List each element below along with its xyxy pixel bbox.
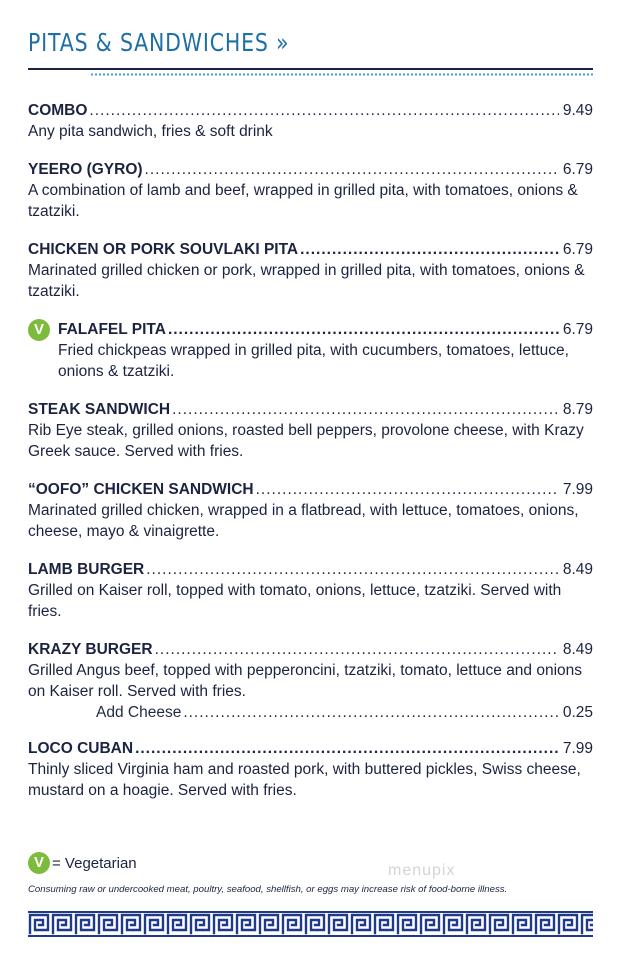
item-price: 8.49 [562,561,593,578]
header-divider [28,68,593,70]
menu-item-combo [28,100,593,142]
item-name: YEERO (GYRO) [28,161,143,178]
menu-item-oofo-chicken-sandwich [28,479,593,542]
legend-text: = Vegetarian [52,854,137,872]
menu-item-souvlaki-pita [28,239,593,302]
item-name: COMBO [28,102,88,119]
item-price: 9.49 [562,102,593,119]
menu-item-steak-sandwich [28,399,593,462]
item-price: 7.99 [562,481,593,498]
item-description: Marinated grilled chicken or pork, wrapped in grilled pita, with tomatoes, onions & tzatziki. [28,262,585,300]
item-description: Grilled on Kaiser roll, topped with tomato, onions, lettuce, tzatziki. Served with fries. [28,582,562,620]
item-name: LAMB BURGER [28,561,145,578]
item-name: FALAFEL PITA [58,321,166,338]
vegetarian-legend [28,852,137,874]
food-safety-disclaimer: Consuming raw or undercooked meat, poultry, seafood, shellfish, or eggs may increase risk of food-borne illness. [28,884,508,895]
item-description: A combination of lamb and beef, wrapped in grilled pita, with tomatoes, onions & tzatziki. [28,182,578,220]
menu-item-krazy-burger [28,639,593,723]
addon-price: 0.25 [562,704,593,721]
watermark: menupix [388,862,456,879]
item-name: CHICKEN OR PORK SOUVLAKI PITA [28,241,299,258]
section-title: PITAS & SANDWICHES » [28,28,290,57]
item-description: Rib Eye steak, grilled onions, roasted bell peppers, provolone cheese, with Krazy Greek sauce. Served with fries. [28,422,584,460]
item-price: 8.79 [562,401,593,418]
item-description: Any pita sandwich, fries & soft drink [28,123,273,140]
item-name: KRAZY BURGER [28,641,153,658]
item-name: STEAK SANDWICH [28,401,171,418]
item-price: 7.99 [562,740,593,757]
item-description: Grilled Angus beef, topped with pepperoncini, tzatziki, tomato, lettuce and onions on Kaiser roll. Served with fries. [28,662,583,700]
menu-list [28,100,593,818]
item-price: 6.79 [562,241,593,258]
item-description: Marinated grilled chicken, wrapped in a flatbread, with lettuce, tomatoes, onions, cheese, mayo & vinaigrette. [28,502,579,540]
item-description: Thinly sliced Virginia ham and roasted pork, with buttered pickles, Swiss cheese, mustard on a hoagie. Served with fries. [28,761,581,799]
item-price: 6.79 [562,321,593,338]
addon-name: Add Cheese [96,704,182,721]
item-name: LOCO CUBAN [28,740,134,757]
item-name: “OOFO” CHICKEN SANDWICH [28,481,254,498]
greek-key-border [28,911,593,937]
menu-item-lamb-burger [28,559,593,622]
menu-item-falafel-pita [28,319,593,382]
item-description: Fried chickpeas wrapped in grilled pita, with cucumbers, tomatoes, lettuce, onions & tzatziki. [58,342,569,380]
section-header [28,28,593,62]
vegetarian-icon: V [28,319,50,341]
item-price: 8.49 [562,641,593,658]
vegetarian-icon: V [28,852,50,874]
header-dotted-divider [90,73,593,76]
item-price: 6.79 [562,161,593,178]
addon-row [28,702,593,723]
menu-item-yeero [28,159,593,222]
menu-item-loco-cuban [28,738,593,801]
